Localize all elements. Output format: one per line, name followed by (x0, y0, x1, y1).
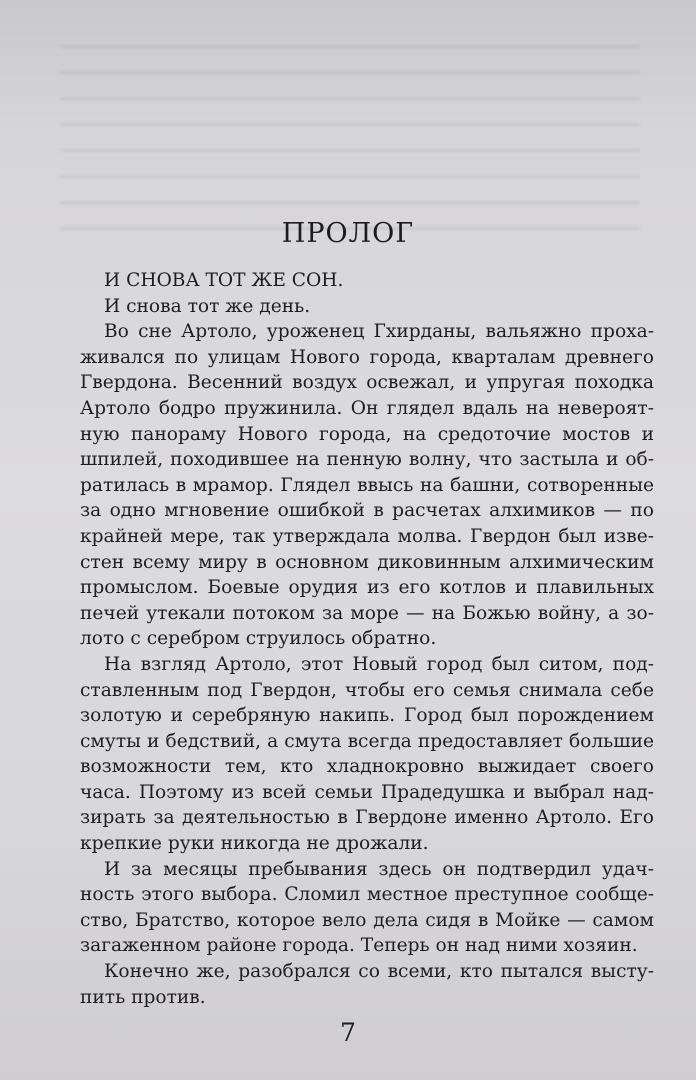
page-number: 7 (340, 1018, 356, 1047)
text-line: ратилась в мрамор. Глядел ввысь на башни, сотворенные (80, 474, 654, 496)
text-line: шпилей, походившее на пенную волну, что застыла и об- (80, 449, 654, 471)
text-line: И за месяцы пребывания здесь он подтвердил удач- (104, 858, 654, 880)
text-line: стен всему миру в основном диковинным алхимическим (80, 551, 654, 573)
text-line: золотую и серебряную накипь. Город был порождением (80, 705, 654, 727)
paragraph-4 (80, 652, 654, 857)
text-line: ную панораму Нового города, на средоточие мостов и (80, 423, 654, 445)
text-line: И снова тот же день. (104, 295, 311, 317)
text-line: смуты и бедствий, а смута всегда предоставляет большие (80, 730, 654, 752)
paragraph-6 (80, 959, 654, 1010)
text-line: ство, Братство, которое вело дела сидя в Мойке — самом (80, 909, 654, 931)
bleed-through-text (60, 30, 640, 230)
text-line: промыслом. Боевые орудия из его котлов и плавильных (80, 577, 654, 599)
text-line: крепкие руки никогда не дрожали. (80, 833, 429, 855)
text-line: живался по улицам Нового города, кварталам древнего (80, 346, 654, 368)
paragraph-1 (80, 268, 654, 294)
text-line: На взгляд Артоло, этот Новый город был ситом, под- (104, 653, 654, 675)
chapter-heading: ПРОЛОГ (281, 218, 415, 249)
paragraph-2 (80, 294, 654, 320)
body-text (80, 268, 654, 1010)
text-line: Конечно же, разобрался со всеми, кто пытался высту- (104, 961, 654, 983)
text-line: Во сне Артоло, уроженец Гхирданы, вальяжно проха- (104, 321, 654, 343)
text-line: И СНОВА ТОТ ЖЕ СОН. (104, 270, 344, 291)
text-line: часа. Поэтому из всей семьи Прадедушка и выбрал над- (80, 781, 654, 803)
text-line: крайней мере, так утверждала молва. Гвердон был изве- (80, 525, 654, 547)
text-line: Артоло бодро пружинила. Он глядел вдаль на невероят- (80, 397, 654, 419)
text-line: печей утекали потоком за море — на Божью войну, а зо- (80, 602, 654, 624)
text-line: зирать за деятельностью в Гвердоне именно Артоло. Его (80, 807, 654, 829)
text-line: ставленным под Гвердон, чтобы его семья снимала себе (80, 679, 654, 701)
text-line: возможности тем, кто хладнокровно выжидает своего (80, 756, 654, 778)
text-line: ность этого выбора. Сломил местное преступное сообще- (80, 884, 654, 906)
paragraph-3 (80, 319, 654, 652)
paragraph-5 (80, 857, 654, 959)
text-line: лото с серебром струилось обратно. (80, 628, 437, 650)
text-line: загаженном районе города. Теперь он над ними хозяин. (80, 935, 638, 957)
text-line: Гвердона. Весенний воздух освежал, и упругая походка (80, 372, 654, 394)
text-line: пить против. (80, 986, 206, 1008)
text-line: за одно мгновение ошибкой в расчетах алхимиков — по (80, 500, 654, 522)
